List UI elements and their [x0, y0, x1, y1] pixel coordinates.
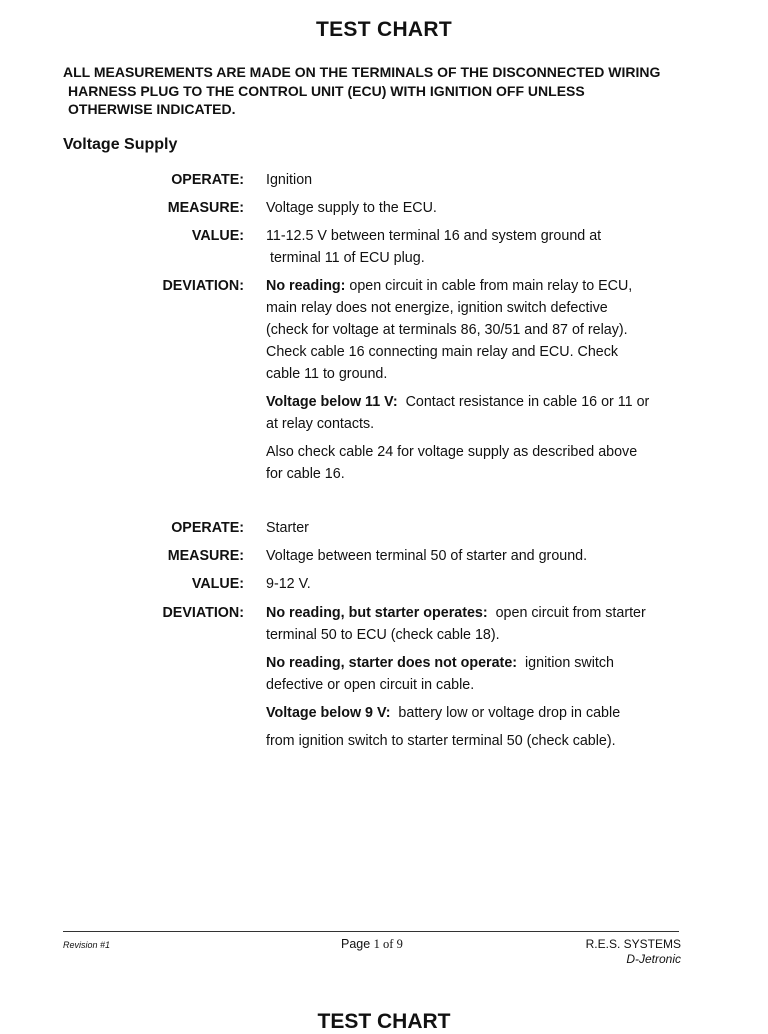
deviation-heading: Voltage below 11 V: [266, 394, 398, 410]
intro-notice [63, 63, 723, 119]
deviation-line: terminal 50 to ECU (check cable 18). [266, 627, 500, 643]
measure-value: Voltage supply to the ECU. [266, 200, 437, 216]
deviation-line: at relay contacts. [266, 416, 375, 432]
deviation-line: Also check cable 24 for voltage supply as described above [266, 444, 638, 460]
deviation-line: open circuit in cable from main relay to ECU, [345, 278, 633, 294]
operate-value: Starter [266, 520, 309, 536]
measure-label: MEASURE: [167, 548, 244, 564]
deviation-heading: No reading, starter does not operate: [266, 655, 518, 671]
deviation-line: Check cable 16 connecting main relay and ECU. Check [266, 344, 619, 360]
value-text [266, 225, 706, 269]
deviation-label: DEVIATION: [162, 278, 244, 294]
deviation-heading: Voltage below 9 V: [266, 705, 391, 721]
value-label: VALUE: [191, 228, 244, 244]
deviation-line: cable 11 to ground. [266, 366, 388, 382]
footer-company [586, 937, 681, 967]
deviation-text [266, 602, 706, 752]
intro-line: HARNESS PLUG TO THE CONTROL UNIT (ECU) WITH IGNITION OFF UNLESS [68, 82, 585, 99]
intro-line: ALL MEASUREMENTS ARE MADE ON THE TERMINALS OF THE DISCONNECTED WIRING [63, 64, 661, 80]
operate-label: OPERATE: [171, 172, 244, 188]
value-label: VALUE: [191, 576, 244, 592]
page-count: 1 of 9 [373, 937, 403, 951]
company-name: R.E.S. SYSTEMS [585, 937, 681, 951]
section-heading: Voltage Supply [63, 136, 178, 153]
measure-value: Voltage between terminal 50 of starter and ground. [266, 548, 588, 564]
deviation-line: from ignition switch to starter terminal 50 (check cable). [266, 733, 616, 749]
deviation-line: Contact resistance in cable 16 or 11 or [397, 394, 650, 410]
next-page-title: TEST CHART [317, 1010, 451, 1033]
operate-value: Ignition [266, 172, 313, 188]
revision-label: Revision #1 [63, 940, 111, 950]
operate-label: OPERATE: [171, 520, 244, 536]
value-text: 9-12 V. [266, 576, 311, 592]
page-title: TEST CHART [316, 18, 452, 41]
value-line: 11-12.5 V between terminal 16 and system ground at [266, 228, 602, 244]
deviation-heading: No reading, but starter operates: [266, 605, 488, 621]
deviation-line: (check for voltage at terminals 86, 30/51 and 87 of relay). [266, 322, 628, 338]
deviation-line: battery low or voltage drop in cable [390, 705, 621, 721]
deviation-heading: No reading: [266, 278, 346, 294]
deviation-line: open circuit from starter [487, 605, 646, 621]
page-prefix: Page [341, 937, 374, 951]
value-line: terminal 11 of ECU plug. [266, 250, 425, 266]
deviation-line: ignition switch [517, 655, 614, 671]
deviation-line: defective or open circuit in cable. [266, 677, 475, 693]
deviation-line: for cable 16. [266, 466, 345, 482]
intro-line: OTHERWISE INDICATED. [68, 101, 236, 117]
page-number [341, 937, 403, 952]
product-name: D-Jetronic [626, 952, 681, 966]
deviation-label: DEVIATION: [162, 605, 244, 621]
footer-divider [63, 931, 679, 932]
measure-label: MEASURE: [167, 200, 244, 216]
deviation-line: main relay does not energize, ignition switch defective [266, 300, 608, 316]
deviation-text [266, 275, 706, 485]
